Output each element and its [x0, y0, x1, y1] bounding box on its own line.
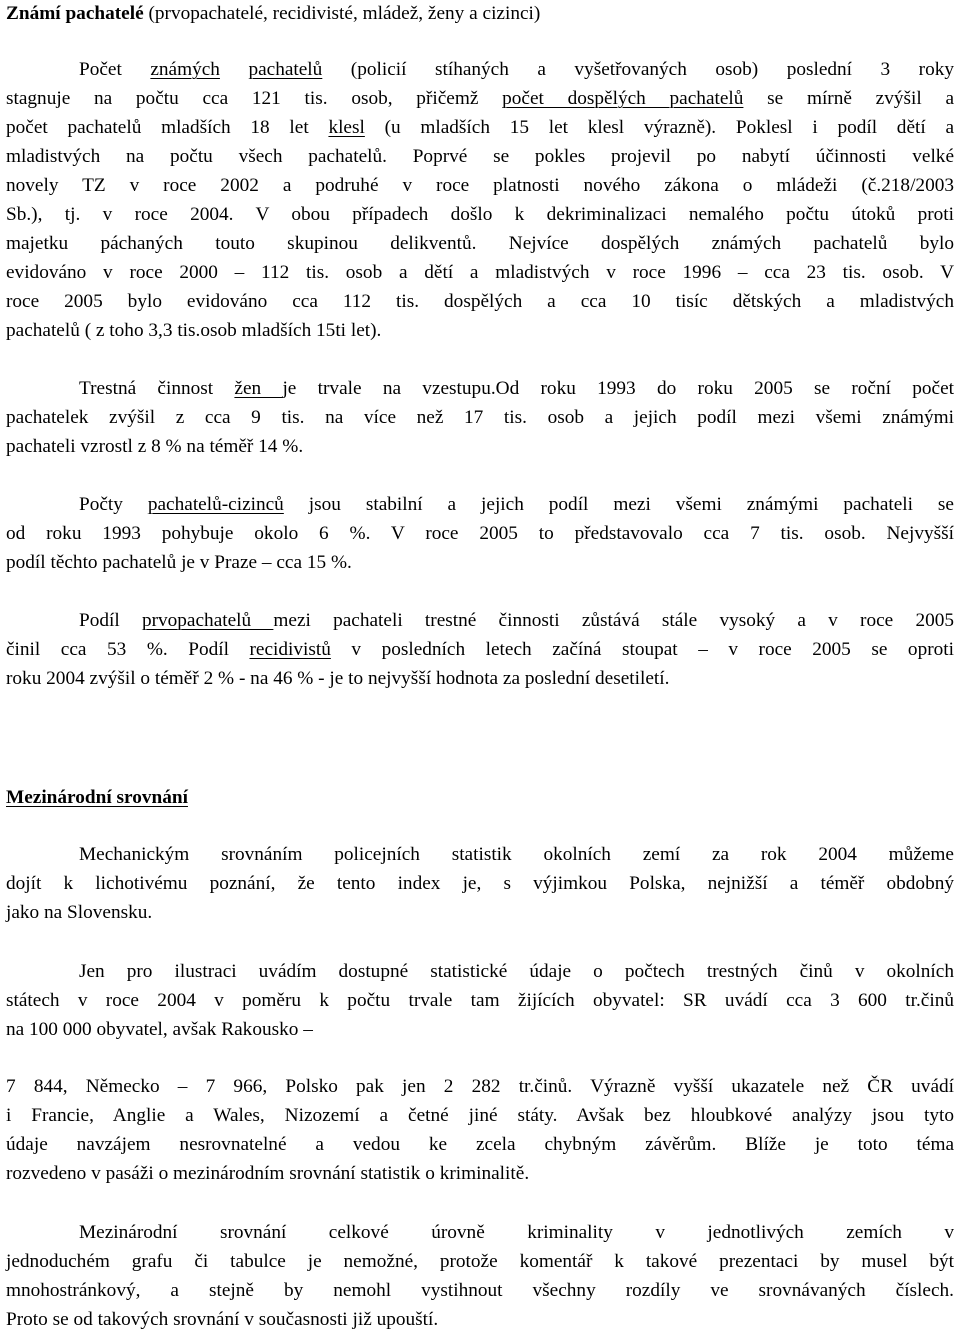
- paragraph-line: Mezinárodní srovnání celkové úrovně kriminality v jednotlivých zemích v: [79, 1222, 954, 1243]
- section-heading-known-offenders: [6, 0, 954, 28]
- paragraph-crime-statistics-illustration: [6, 957, 954, 1044]
- heading-rest-part: (prvopachatelé, recidivisté, mládež, ženy a cizinci): [143, 3, 541, 24]
- paragraph-line: Proto se od takových srovnání v současnosti již upouští.: [6, 1309, 439, 1330]
- paragraph-line: Jen pro ilustraci uvádím dostupné statistické údaje o počtech trestných činů v okolních: [79, 961, 954, 982]
- paragraph-crime-statistics-continued: [6, 1072, 954, 1188]
- paragraph-line: dojít k lichotivému poznání, že tento index je, s výjimkou Polska, nejnižší a téměř obdobný: [6, 873, 954, 894]
- paragraph-line: i Francie, Anglie a Wales, Nizozemí a četné jiné státy. Avšak bez hloubkové analýzy jsou tyto: [6, 1105, 954, 1126]
- paragraph-line: pachatelek zvýšil z cca 9 tis. na více než 17 tis. osob a jejich podíl mezi všemi známými: [6, 407, 954, 428]
- paragraph-line: novely TZ v roce 2002 a podruhé v roce platnosti nového zákona o mládeži (č.218/2003: [6, 175, 954, 196]
- paragraph-line: stagnuje na počtu cca 121 tis. osob, přičemž počet dospělých pachatelů se mírně zvýšil a: [6, 88, 955, 109]
- paragraph-line: činil cca 53 %. Podíl recidivistů v posledních letech začíná stoupat – v roce 2005 se oproti: [6, 639, 954, 660]
- paragraph-line: jednoduchém grafu či tabulce je nemožné, protože komentář k takové prezentaci by musel být: [6, 1251, 954, 1272]
- paragraph-line: pachateli vzrostl z 8 % na téměř 14 %.: [6, 436, 304, 457]
- heading-bold-part: Známí pachatelé: [6, 3, 144, 24]
- paragraph-line: Počet známých pachatelů (policií stíhaných a vyšetřovaných osob) poslední 3 roky: [79, 59, 954, 80]
- paragraph-line: evidováno v roce 2000 – 112 tis. osob a dětí a mladistvých v roce 1996 – cca 23 tis. osob. V: [6, 262, 954, 283]
- paragraph-known-offenders-count: [6, 55, 954, 345]
- paragraph-line: státech v roce 2004 v poměru k počtu trvale tam žijících obyvatel: SR uvádí cca 3 600 tr.činů: [6, 990, 954, 1011]
- paragraph-line: počet pachatelů mladších 18 let klesl (u mladších 15 let klesl výrazně). Poklesl i podíl dětí a: [6, 117, 955, 138]
- paragraph-line: 7 844, Německo – 7 966, Polsko pak jen 2 282 tr.činů. Výrazně vyšší ukazatele než ČR uvádí: [6, 1076, 954, 1097]
- paragraph-line: rozvedeno v pasáži o mezinárodním srovnání statistik o kriminalitě.: [6, 1163, 530, 1184]
- paragraph-line: roku 2004 zvýšil o téměř 2 % - na 46 % - je to nejvyšší hodnota za poslední desetiletí.: [6, 668, 670, 689]
- paragraph-police-statistics-comparison: [6, 840, 954, 927]
- paragraph-first-time-and-repeat-offenders: [6, 606, 954, 693]
- paragraph-women-offenders: [6, 374, 954, 461]
- paragraph-line: jako na Slovensku.: [6, 902, 153, 923]
- paragraph-line: mladistvých na počtu všech pachatelů. Poprvé se pokles projevil po nabytí účinnosti velké: [6, 146, 954, 167]
- paragraph-line: majetku páchaných touto skupinou delikventů. Nejvíce dospělých známých pachatelů bylo: [6, 233, 954, 254]
- paragraph-international-comparison-impossible: [6, 1218, 954, 1334]
- paragraph-line: od roku 1993 pohybuje okolo 6 %. V roce 2005 to představovalo cca 7 tis. osob. Nejvyšší: [6, 523, 954, 544]
- paragraph-line: Podíl prvopachatelů mezi pachateli trestné činnosti zůstává stále vysoký a v roce 2005: [79, 610, 955, 631]
- section-heading-international-comparison: Mezinárodní srovnání: [6, 787, 188, 808]
- paragraph-line: údaje navzájem nesrovnatelné a vedou ke zcela chybným závěrům. Blíže je toto téma: [6, 1134, 954, 1155]
- paragraph-line: Počty pachatelů-cizinců jsou stabilní a jejich podíl mezi všemi známými pachateli se: [79, 494, 954, 515]
- paragraph-line: Sb.), tj. v roce 2004. V obou případech došlo k dekriminalizaci nemalého počtu útoků proti: [6, 204, 954, 225]
- paragraph-foreign-offenders: [6, 490, 954, 577]
- paragraph-line: roce 2005 bylo evidováno cca 112 tis. dospělých a cca 10 tisíc dětských a mladistvých: [6, 291, 954, 312]
- paragraph-line: Trestná činnost žen je trvale na vzestupu.Od roku 1993 do roku 2005 se roční počet: [79, 378, 954, 399]
- paragraph-line: mnohostránkový, a stejně by nemohl vystihnout všechny rozdíly ve srovnávaných číslech.: [6, 1280, 954, 1301]
- paragraph-line: na 100 000 obyvatel, avšak Rakousko –: [6, 1019, 313, 1040]
- paragraph-line: pachatelů ( z toho 3,3 tis.osob mladších 15ti let).: [6, 320, 382, 341]
- paragraph-line: Mechanickým srovnáním policejních statistik okolních zemí za rok 2004 můžeme: [79, 844, 954, 865]
- paragraph-line: podíl těchto pachatelů je v Praze – cca 15 %.: [6, 552, 352, 573]
